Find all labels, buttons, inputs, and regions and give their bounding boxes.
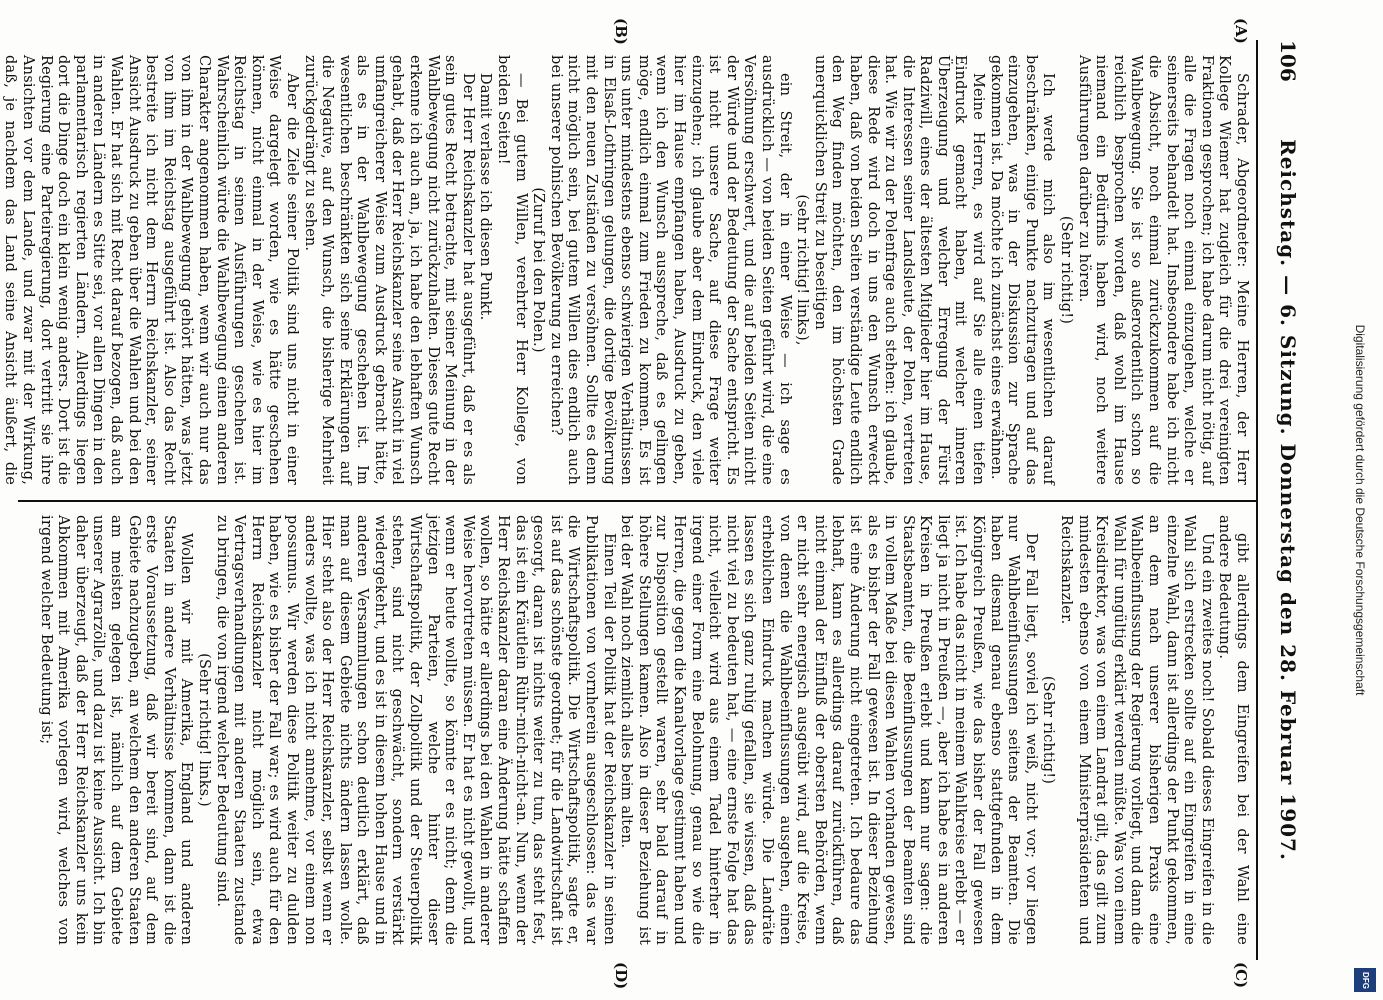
right-column bbox=[20, 515, 1250, 945]
paragraph: Schrader, Abgeordneter: Meine Herren, der Herr Kollege Wiemer hat zugleich für die drei vereinigten Fraktionen gesprochen; ich habe darum nicht nötig, auf alle die Fragen noch einmal einzugehen, welche er seinerseits behandelt hat. Insbesondere habe ich nicht die Absicht, noch einmal zurückzukommen auf die Wahlbewegung. Sie ist so außerordentlich schon so reichlich besprochen worden, daß wohl im Hause niemand ein Bedürfnis haben wird, noch weitere Ausführungen darüber zu hören. bbox=[1075, 55, 1250, 485]
paragraph: Aber die Ziele seiner Politik sind uns nicht in einer Weise dargelegt worden, wie es hätte geschehen können, nicht einmal in der Weise, wie es hier im Reichstag in seinen Ausführungen geschehen ist. Wahrscheinlich würde die Wahlbewegung einen anderen Charakter angenommen haben, wenn wir auch nur das von ihm in der Wahlbewegung gehört hätten, was jetzt von ihm im Reichstag ausgeführt ist. Also das Recht bestreite ich nicht dem Herrn Reichskanzler, seiner Ansicht Ausdruck zu geben über die Wahlen und bei den Wahlen. Er hat sich mit Recht darauf bezogen, daß auch in anderen Ländern es Sitte sei, vor allen Dingen in den parlamentarisch regierten Ländern. Allerdings liegen dort die Dinge doch ein klein wenig anders. Dort ist die Regierung eine Parteiregierung, dort vertritt sie ihre Ansichten vor dem Lande, und zwar mit der Wirkung, daß, je nachdem das Land seine Ansicht äußert, die bbox=[2, 55, 300, 485]
paragraph: Ich werde mich also im wesentlichen darauf beschränken, einige Punkte nachzutragen und auf das einzugehen, was in der Diskussion zur Sprache gekommen ist. Da möchte ich zunächst eines erwähnen. bbox=[987, 55, 1057, 485]
paragraph: gibt allerdings dem Eingreifen bei der Wahl eine andere Bedeutung. bbox=[1216, 515, 1250, 945]
paragraph: — Bei gutem Willen, verehrter Herr Kollege, von beiden Seiten! bbox=[495, 55, 529, 485]
margin-marker-a: (A) bbox=[1232, 18, 1250, 44]
interjection: (sehr richtig! links), bbox=[794, 194, 811, 346]
margin-marker-d: (D) bbox=[612, 962, 630, 990]
paragraph: Damit verlasse ich diesen Punkt. bbox=[477, 73, 494, 321]
margin-marker-c: (C) bbox=[1232, 962, 1250, 989]
interjection: (Sehr richtig!) bbox=[1040, 675, 1057, 785]
page-header bbox=[1270, 40, 1300, 960]
credit-text: Digitalisierung gefördert durch die Deutsche Forschungsgemeinschaft bbox=[1353, 324, 1367, 696]
page-title: Reichstag. — 6. Sitzung. Donnerstag den 28. Februar 1907. bbox=[1276, 139, 1300, 861]
paragraph: Einen Teil der Politik hat der Reichskanzler in seinen Publikationen von vornherein ausgeschlossen: das war die Wirtschaftspolitik. Die Wirtschaftspolitik, sagte er, ist auf das schönste geordnet; für die Landwirtschaft ist gesorgt, daran ist nichts weiter zu tun, das steht fest, das ist ein Kräutlein Rühr-mich-nicht-an. Nun, wenn der Herr Reichskanzler daran eine Änderung hätte schaffen wollen, so hätte er allerdings bei den Wahlen in anderer Weise hervortreten müssen. Er hat es nicht gewollt, und wenn er heute wollte, so könnte er es nicht; denn die jetzigen Parteien, welche hinter dieser Wirtschaftspolitik, der Zollpolitik und der Steuerpolitik stehen, sind nicht geschwächt, sondern verstärkt wiedergekehrt, und es ist in diesem hohen Hause und in anderen Versammlungen schon deutlich erklärt, daß man auf diesem Gebiete nichts ändern lassen wolle. Hier steht also der Herr Reichskanzler, selbst wenn er anders wollte, was ich nicht annehme, vor einem non possumus. Wir werden diese Politik weiter zu dulden haben, wie es bisher der Fall war; es wird auch für den Herrn Reichskanzler nicht möglich sein, etwa Vertragsverhandlungen mit anderen Staaten zustande zu bringen, die von irgend welcher Bedeutung sind. bbox=[213, 515, 617, 945]
interjection: (Zuruf bei den Polen.) bbox=[530, 187, 547, 353]
digitization-credit bbox=[1350, 30, 1370, 990]
paragraph: Der Herr Reichskanzler hat ausgeführt, daß er es als sein gutes Recht betrachte, mit seiner Meinung in der Wahlbewegung nicht zurückzuhalten. Dieses gute Recht erkenne ich auch an, ja, ich habe den lebhaften Wunsch gehabt, daß der Herr Reichskanzler seine Ansicht in viel umfangreicherer Weise zum Ausdruck gebracht hätte, als es in der Wahlbewegung geschehen ist. Im wesentlichen beschränkten sich seine Erklärungen auf die Negative, auf den Wunsch, die bisherige Mehrheit zurückgedrängt zu sehen. bbox=[301, 55, 476, 485]
interjection: (Sehr richtig!) bbox=[1058, 215, 1075, 325]
paragraph: Wollen wir mit Amerika, England und anderen Staaten in andere Verhältnisse kommen, dann ist die erste Voraussetzung, daß wir bereit sind, auf dem Gebiete nachzugeben, an welchem den anderen Staaten am meisten gelegen ist, nämlich auf dem Gebiete unserer Agrarzölle, und dazu ist keine Aussicht. Ich bin daher überzeugt, daß der Herr Reichskanzler uns kein Abkommen mit Amerika vorlegen wird, welches von irgend welcher Bedeutung ist; bbox=[37, 515, 195, 945]
dfg-logo bbox=[1354, 968, 1376, 992]
left-column bbox=[2, 55, 1250, 485]
paragraph: Der Fall liegt, soviel ich weiß, nicht vor; vor liegen nur Wahlbeeinflussungen seitens der Beamten. Die haben diesmal genau ebenso stattgefunden in dem Königreich Preußen, wie das bisher der Fall gewesen ist. Ich habe das nicht in meinem Wahlkreise erlebt — er liegt ja nicht in Preußen —, aber ich habe es in anderen Kreisen in Preußen erlebt und kann nur sagen: die Staatsbeamten, die Beeinflussungen der Beamten sind in vollem Maße bei diesen Wahlen vorhanden gewesen, als es bisher der Fall gewesen ist. In dieser Beziehung ist eine Änderung nicht eingetreten. Ich bedaure das lebhaft, kann es allerdings darauf zurückführen, daß nicht einmal der Einfluß der obersten Behörden, wenn er nicht sehr energisch ausgeübt wird, auf die Kreise, von denen die Wahlbeeinflussungen ausgehen, einen erheblichen Eindruck machen würde. Die Landräte lassen es sich ganz ruhig gefallen, sie wissen, daß das nicht viel zu bedeuten hat, — eine ernste Folge hat das nicht, vielleicht wird aus einem Tadel hinterher in irgend einer Form eine Belohnung, genau so wie die Herren, die gegen die Kanalvorlage gestimmt haben und zur Disposition gestellt waren, sehr bald darauf in höhere Stellungen kamen. Also in dieser Beziehung ist bei der Wahl noch ziemlich alles beim alten. bbox=[618, 515, 1039, 945]
interjection: (Sehr richtig! links.) bbox=[195, 653, 212, 807]
column-divider bbox=[18, 500, 1258, 502]
paragraph: Und ein zweites noch! Sobald dieses Eingreifen in die Wahl sich erstrecken sollte auf ein Eingreifen in eine einzelne Wahl, dann ist allerdings der Punkt gekommen, an dem nach unserer bisherigen Praxis eine Wahlbeeinflussung der Regierung vorliegt, und dann die Wahl für ungültig erklärt werden müßte. Was von einem Kreisdirektor, was von einem Landrat gilt, das gilt zum mindesten ebenso von einem Ministerpräsidenten und Reichskanzler. bbox=[1058, 515, 1215, 945]
paragraph: Meine Herren, es wird auf Sie alle einen tiefen Eindruck gemacht haben, mit welcher inneren Überzeugung und welcher Erregung der Fürst Radziwill, eines der ältesten Mitglieder hier im Hause, die Interessen seiner Landsleute, der Polen, vertreten hat. Wie wir zu der Polenfrage auch stehen: ich glaube, diese Rede wird doch in uns den Wunsch erweckt haben, daß von beiden Seiten verständige Leute endlich den Weg finden möchten, den im höchsten Grade unerquicklichen Streit zu beseitigen bbox=[811, 55, 987, 485]
margin-marker-b: (B) bbox=[612, 18, 630, 45]
page-number: 106 bbox=[1276, 40, 1300, 82]
logo-text: DFG bbox=[1360, 971, 1370, 989]
paragraph: ein Streit, der in einer Weise — ich sage es ausdrücklich — von beiden Seiten geführt wird, die eine Versöhnung erschwert, und die auf beiden Seiten nicht der Würde und der Bedeutung der Sache entspricht. Es ist nicht unsere Sache, auf diese Frage weiter einzugehen; ich glaube aber dem Eindruck, den viele hier im Hause empfangen haben, Ausdruck zu geben, wenn ich den Wunsch ausspreche, daß es gelingen möge, endlich einmal zum Frieden zu kommen. Es ist uns unter mindestens ebenso schwierigen Verhältnissen in Elsaß-Lothringen gelungen, die dortige Bevölkerung mit den neuen Zuständen zu versöhnen. Sollte es denn nicht möglich sein, bei gutem Willen dies endlich auch bei unserer polnischen Bevölkerung zu erreichen? bbox=[547, 55, 793, 485]
